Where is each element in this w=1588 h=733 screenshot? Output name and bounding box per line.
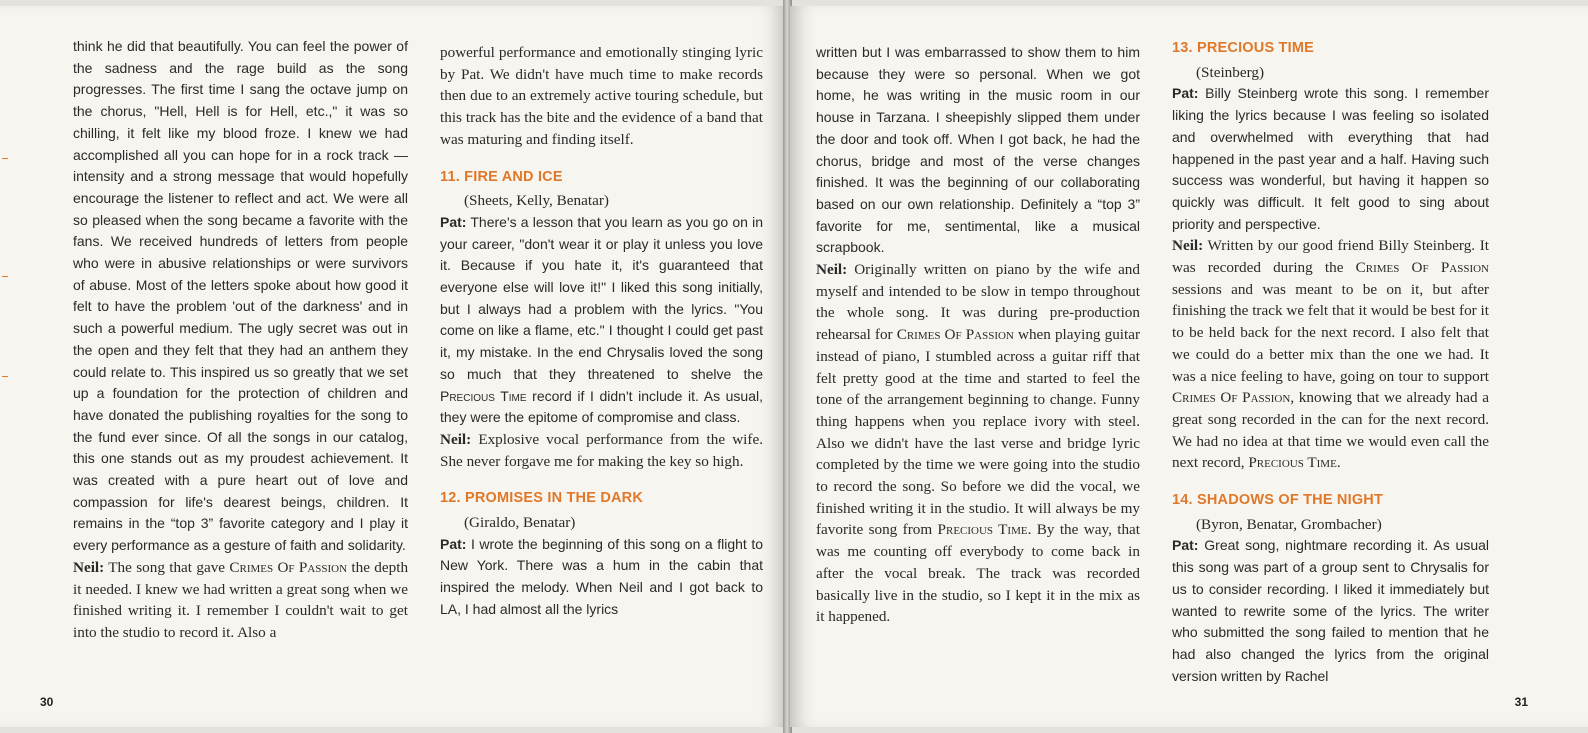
page-number: 31 [1514, 695, 1528, 709]
margin-mark [2, 376, 8, 377]
song-credit: (Steinberg) [1196, 63, 1265, 81]
speaker-label: Neil: [1172, 237, 1204, 255]
left-column-1 [73, 36, 408, 644]
album-title: Crimes Of Passion [1172, 389, 1291, 407]
album-title: Precious Time [937, 521, 1028, 539]
text: , knowing that we already had a great song recorded in the can for the next record. We had no idea at that time we would even call the next record, [1172, 389, 1489, 472]
speaker-label: Neil: [73, 558, 105, 576]
paragraph-pat [440, 534, 763, 621]
song-heading: 11. FIRE AND ICE [440, 168, 563, 185]
song-credit: (Sheets, Kelly, Benatar) [464, 192, 609, 210]
right-page [790, 6, 1588, 727]
text: The song that gave [108, 558, 226, 576]
text: . By the way, that was me counting off everybody to come back in after the vocal break. The track was recorded basically live in the studio, so I kept it in the mix as it happened. [816, 521, 1141, 626]
album-title: Crimes Of Passion [896, 326, 1014, 344]
speaker-label: Neil: [440, 430, 472, 448]
text: sessions and was meant to be on it, but after finishing the track we felt that it would be best for it to be held back for the next record. I also felt that we could do a better mix than the one we had. It was a nice feeling to have, going on tour to support [1172, 280, 1489, 385]
paragraph-neil [1172, 235, 1489, 474]
speaker-label: Neil: [816, 261, 848, 279]
album-title: Precious Time [1248, 454, 1337, 472]
text: record if I didn't include it. As usual, they were the epitome of compromise and class. [440, 387, 764, 426]
song-heading: 12. PROMISES IN THE DARK [440, 490, 643, 507]
text: Originally written on piano by the wife and myself and intended to be slow in tempo throughout the whole song. It was during pre-production rehearsal for [816, 261, 1140, 344]
song-heading: 14. SHADOWS OF THE NIGHT [1172, 492, 1384, 509]
album-title: Precious Time [440, 387, 527, 404]
margin-mark [2, 276, 8, 277]
speaker-label: Pat: [1172, 85, 1199, 102]
text: . [1336, 454, 1341, 472]
text: Explosive vocal performance from the wife. She never forgave me for making the key so high. [440, 430, 763, 470]
song-heading: 13. PRECIOUS TIME [1172, 40, 1314, 56]
paragraph-neil [816, 259, 1140, 628]
text: Great song, nightmare recording it. As usual this song was part of a group sent to Chrysalis for us to consider recording. I liked it immediately but wanted to rewrite some of the lyrics. The writer who submitted the song failed to mention that he had also changed the lyrics from the original version written by Rachel [1172, 537, 1489, 684]
paragraph-pat [1172, 83, 1489, 235]
album-title: Crimes Of Passion [1355, 259, 1489, 277]
text: Written by our good friend Billy Steinberg. It was recorded during the [1172, 237, 1489, 277]
margin-mark [2, 158, 8, 159]
album-title: Crimes Of Passion [229, 558, 348, 576]
speaker-label: Pat: [440, 535, 467, 552]
paragraph: written but I was embarrassed to show them to him because they were so personal. When we got home, he was writing in the music room in our house in Tarzana. I sheepishly slipped them under the door and took off. When I got back, he had the chorus, bridge and most of the verse changes finished. It was the beginning of our collaborating based on our own relationship. Definitely a “top 3” favorite for me, sentimental, like a musical scrapbook. [816, 44, 1140, 256]
text: when playing guitar instead of piano, I stumbled across a guitar riff that felt pretty good at the time and started to feel the tone of the arrangement beginning to change. Funny thing happens when you replace ivory with steel. Also we didn't have the last verse and bridge lyric completed by the time we were going into the studio to record the song. So before we did the vocal, we finished writing it in the studio. It will always be my favorite song from [816, 326, 1141, 539]
song-credit: (Byron, Benatar, Grombacher) [1196, 515, 1382, 533]
text: Billy Steinberg wrote this song. I remember liking the lyrics because I was feeling so isolated and overwhelmed with everything that had happened in the past year and a half. Having such success was wonderful, but having it happen so quickly was difficult. It felt good to sing about priority and perspective. [1172, 85, 1490, 232]
text: There's a lesson that you learn as you go on in your career, "don't wear it or play it unless you love it. Because if you hate it, it's guaranteed that everyone else will love it!" I liked this song initially, but I always had a problem with the lyrics. "You come on like a flame, etc." I thought I could get past it, my mistake. In the end Chrysalis loved the song so much that they threatened to shelve the [440, 213, 763, 382]
left-page [0, 6, 785, 727]
text: I wrote the beginning of this song on a flight to New York. There was a hum in the cabin that inspired the melody. When Neil and I got back to LA, I had almost all the lyrics [440, 535, 763, 617]
paragraph: think he did that beautifully. You can feel the power of the sadness and the rage build as the song progresses. The first time I sang the octave jump on the chorus, "Hell, Hell is for Hell, etc.," it was so chilling, it felt like my blood froze. I knew we had accomplished all you can hope for in a rock track — intensity and a strong message that would hopefully encourage the listener to reflect and act. We were all so pleased when the song became a favorite with the fans. We received hundreds of letters from people who were in abusive relationships or were survivors of abuse. Most of the letters spoke about how good it felt to have the problem 'out of the darkness' and in such a powerful medium. The ugly secret was out in the open and they felt that they had an anthem they could relate to. This inspired us so greatly that we set up a foundation for the protection of children and have donated the publishing royalties for the song to the fund ever since. Of all the songs in our catalog, this one stands out as my proudest achievement. It was created with a pure heart out of love and compassion for life's dearest beings, children. It remains in the “top 3” favorite category and I play it every performance as a gesture of faith and solidarity. [73, 38, 408, 554]
page-number: 30 [40, 695, 54, 709]
paragraph: powerful performance and emotionally stinging lyric by Pat. We didn't have much time to make records then due to an extremely active touring schedule, but this track has the bite and the evidence of a band that was maturing and finding itself. [440, 44, 763, 148]
paragraph-pat [1172, 535, 1489, 687]
paragraph-pat [440, 212, 763, 429]
paragraph-neil [73, 557, 408, 644]
paragraph-neil [440, 429, 763, 472]
right-column-1 [816, 42, 1140, 628]
song-credit: (Giraldo, Benatar) [464, 514, 576, 532]
speaker-label: Pat: [440, 213, 467, 230]
right-column-2 [1172, 36, 1489, 687]
left-column-2 [440, 42, 763, 621]
speaker-label: Pat: [1172, 537, 1199, 554]
text: the depth it needed. I knew we had written a great song when we finished writing it. I remember I couldn't wait to get into the studio to record it. Also a [73, 558, 409, 641]
